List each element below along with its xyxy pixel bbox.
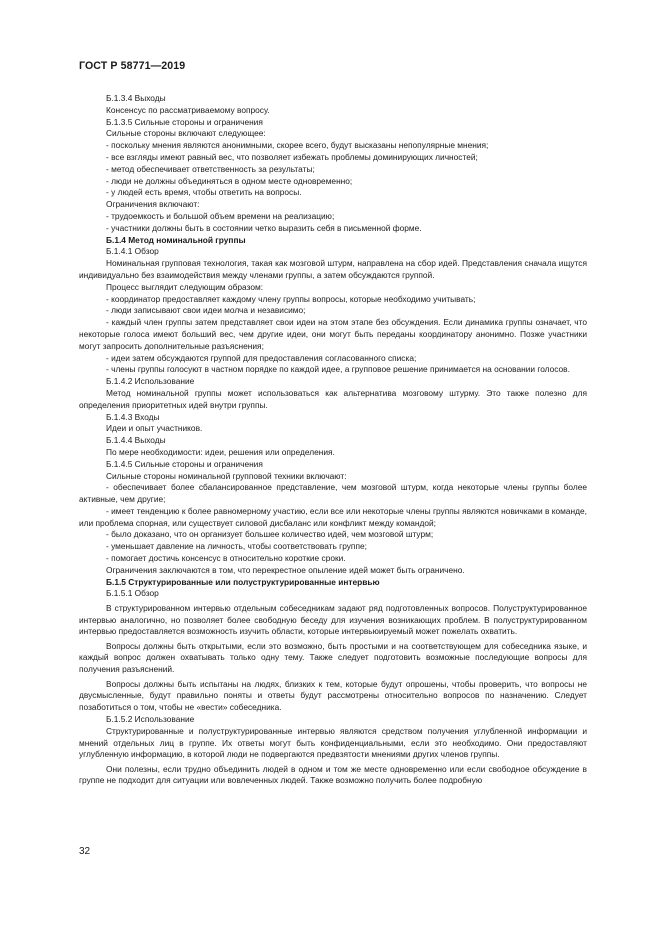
paragraph: - обеспечивает более сбалансированное представление, чем мозговой штурм, когда некоторые члены группы более активные, чем другие; bbox=[79, 482, 587, 505]
paragraph: В структурированном интервью отдельным собеседникам задают ряд подготовленных вопросов. Полуструктурированное интервью аналогично, но позволяет более свободную беседу для изучения возникающих проблем. В полуструктурированном интервью предоставляется возможность изучить области, которые интервьюируемый может пожелать охватить. bbox=[79, 602, 587, 637]
paragraph: - поскольку мнения являются анонимными, скорее всего, будут высказаны непопулярные мнения; bbox=[106, 140, 489, 151]
paragraph: - все взгляды имеют равный вес, что позволяет избежать проблемы доминирующих личностей; bbox=[106, 151, 478, 162]
paragraph: Вопросы должны быть испытаны на людях, близких к тем, которые будут опрошены, чтобы проверить, что вопросы не двусмысленные, будут правильно поняты и ответы будут рассмотрены относительно вопросов по назначению. Следует позаботиться о том, чтобы не «вести» собеседника. bbox=[79, 678, 587, 713]
paragraph: Б.1.5.2 Использование bbox=[106, 713, 195, 724]
paragraph: - люди не должны объединяться в одном месте одновременно; bbox=[106, 175, 353, 186]
paragraph: Номинальная групповая технология, такая как мозговой штурм, направлена на сбор идей. Представления сначала ищутся индивидуально без взаимодействия между членами группы, а затем обсуждаются группой. bbox=[79, 258, 587, 280]
paragraph: Б.1.3.5 Сильные стороны и ограничения bbox=[106, 116, 263, 127]
paragraph: Б.1.4.3 Входы bbox=[106, 411, 160, 422]
paragraph: - было доказано, что он организует большее количество идей, чем мозговой штурм; bbox=[106, 529, 434, 540]
paragraph: - метод обеспечивает ответственность за результаты; bbox=[106, 163, 315, 174]
section-heading: Б.1.5 Структурированные или полуструктурированные интервью bbox=[106, 576, 380, 587]
page-number: 32 bbox=[79, 846, 91, 857]
paragraph: - люди записывают свои идеи молча и независимо; bbox=[106, 305, 306, 316]
paragraph: Сильные стороны включают следующее: bbox=[106, 128, 266, 139]
paragraph: - трудоемкость и большой объем времени на реализацию; bbox=[106, 210, 335, 221]
paragraph: Б.1.4.2 Использование bbox=[106, 376, 195, 387]
paragraph: - участники должны быть в состоянии четко выразить себя в письменной форме. bbox=[106, 222, 422, 233]
paragraph: - члены группы голосуют в частном порядке по каждой идее, а групповое решение принимается на основании голосов. bbox=[106, 364, 570, 375]
paragraph: - помогает достичь консенсус в относительно короткие сроки. bbox=[106, 553, 346, 564]
document-code: ГОСТ Р 58771—2019 bbox=[79, 60, 186, 72]
paragraph: - каждый член группы затем представляет свои идеи на этом этапе без обсуждения. Если динамика группы означает, что некоторые голоса имеют больший вес, чем другие идеи, они могут быть переданы координатору анонимно. Позже участники могут запросить дополнительные разъяснения; bbox=[79, 317, 587, 351]
paragraph: Процесс выглядит следующим образом: bbox=[106, 281, 264, 292]
paragraph: Б.1.4.5 Сильные стороны и ограничения bbox=[106, 458, 263, 469]
paragraph: Структурированные и полуструктурированные интервью являются средством получения углубленной информации и мнений отдельных лиц в группе. Их ответы могут быть конфиденциальными, если это необходимо. Они предоставляют углубленную информацию, в которой люди не подвергаются предвзятости мнениями других членов группы. bbox=[79, 725, 587, 760]
paragraph: Вопросы должны быть открытыми, если это возможно, быть простыми и на соответствующем для собеседника языке, и каждый вопрос должен охватывать только одну тему. Также следует подготовить возможные последующие вопросы для получения разъяснений. bbox=[79, 640, 587, 675]
paragraph: Б.1.4.1 Обзор bbox=[106, 246, 159, 257]
paragraph: - у людей есть время, чтобы ответить на вопросы. bbox=[106, 187, 302, 198]
paragraph: Б.1.5.1 Обзор bbox=[106, 588, 159, 599]
paragraph: Б.1.4.4 Выходы bbox=[106, 435, 166, 446]
paragraph: Они полезны, если трудно объединить людей в одном и том же месте одновременно или если свободное обсуждение в группе не подходит для ситуации или вовлеченных людей. Также возможно получить более подробную bbox=[79, 763, 587, 786]
paragraph: - идеи затем обсуждаются группой для предоставления согласованного списка; bbox=[106, 352, 417, 363]
paragraph: Сильные стороны номинальной групповой техники включают: bbox=[106, 470, 347, 481]
paragraph: - координатор предоставляет каждому члену группы вопросы, которые необходимо учитывать; bbox=[106, 293, 476, 304]
paragraph: Ограничения заключаются в том, что перекрестное опыление идей может быть ограничено. bbox=[106, 564, 465, 575]
document-body bbox=[79, 93, 587, 787]
paragraph: По мере необходимости: идеи, решения или определения. bbox=[106, 446, 335, 457]
paragraph: Консенсус по рассматриваемому вопросу. bbox=[106, 104, 270, 115]
section-heading: Б.1.4 Метод номинальной группы bbox=[106, 234, 246, 245]
paragraph: - уменьшает давление на личность, чтобы соответствовать группе; bbox=[106, 541, 367, 552]
paragraph: - имеет тенденцию к более равномерному участию, если все или некоторые члены группы являются новичками в команде, или проблема спорная, или существует силовой дисбаланс или конфликт между командой; bbox=[79, 505, 587, 528]
paragraph: Идеи и опыт участников. bbox=[106, 423, 203, 434]
paragraph: Метод номинальной группы может использоваться как альтернатива мозговому штурму. Это также полезно для определения приоритетных идей внутри группы. bbox=[79, 387, 587, 410]
paragraph: Б.1.3.4 Выходы bbox=[106, 93, 166, 103]
paragraph: Ограничения включают: bbox=[106, 199, 200, 210]
